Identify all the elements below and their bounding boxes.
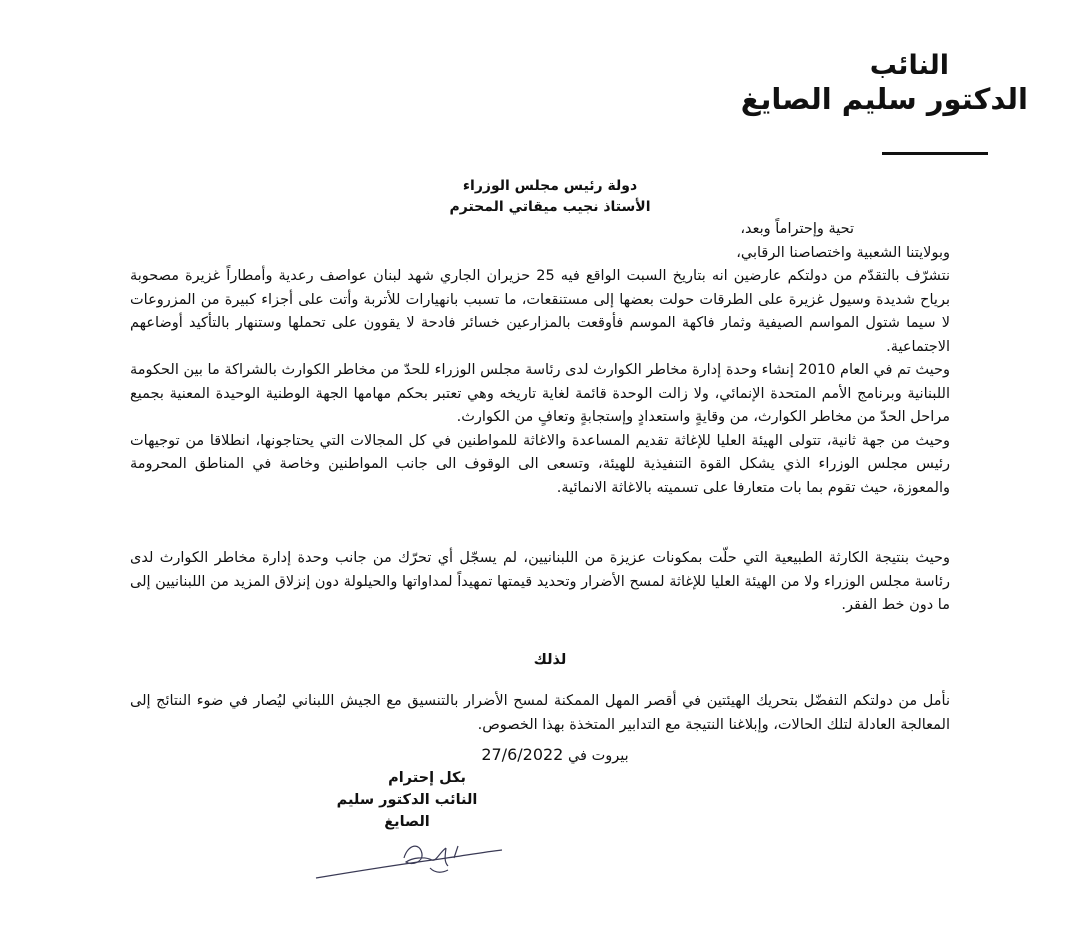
handwritten-signature <box>312 840 507 888</box>
mandate-line: وبولايتنا الشعبية واختصاصنا الرقابي، <box>736 244 950 261</box>
closing-block <box>312 767 502 833</box>
letter-body <box>130 218 950 618</box>
paragraph-2: وحيث تم في العام 2010 إنشاء وحدة إدارة مخاطر الكوارث لدى رئاسة مجلس الوزراء للحدّ من مخاطر الكوارث بالشراكة ما بين الحكومة اللبنانية وبرنامج الأمم المتحدة الإنمائي، ولا زالت الوحدة قائمة لغاية تاريخه وهي تعتبر بحكم مهامها الجهة الوطنية الوحيدة المعنية بجميع مراحل الحدّ من مخاطر الكوارث، من وقايةٍ واستعدادٍ وإستجابةٍ وتعافٍ من الكوارث. <box>130 362 950 425</box>
request-block <box>130 690 950 737</box>
paragraph-spacer <box>130 500 950 547</box>
letterhead <box>741 50 1028 117</box>
letterhead-name: الدكتور سليم الصايغ <box>740 82 1028 117</box>
paragraph-1: نتشرّف بالتقدّم من دولتكم عارضين انه بتاريخ السبت الواقع فيه 25 حزيران الجاري شهد لبنان عواصف رعدية وأمطاراً غزيرة مصحوبة برياح شديدة وسيول غزيرة على الطرقات حولت بعضها إلى مستنقعات، ما تسبب بانهيارات للأتربة وأتت على أجزاء كبيرة من المزروعات لا سيما شتول المواسم الصيفية وثمار فاكهة الموسم فأوقعت بالمزارعين خسائر فادحة لا يقوون على تحملها وستنهار بالتأكيد أوضاعهم الاجتماعية. <box>130 268 950 355</box>
paragraph-4: وحيث بنتيجة الكارثة الطبيعية التي حلّت بمكونات عزيزة من اللبنانيين، لم يسجّل أي تحرّك من جانب وحدة إدارة مخاطر الكوارث لدى رئاسة مجلس الوزراء ولا من الهيئة العليا للإغاثة لمسح الأضرار وتحديد قيمتها تمهيداً لمداواتها والحيلولة دون إنزلاق المزيد من اللبنانيين إلى ما دون خط الفقر. <box>130 550 950 613</box>
recipient-title: دولة رئيس مجلس الوزراء <box>462 178 638 194</box>
conclusion-heading: لذلك <box>533 652 567 668</box>
recipient-block <box>0 176 1080 218</box>
paragraph-3: وحيث من جهة ثانية، تتولى الهيئة العليا للإغاثة تقديم المساعدة والاغاثة للمواطنين في كل المجالات التي يحتاجونها، انطلاقا من توجيهات رئيس مجلس الوزراء الذي يشكل القوة التنفيذية للهيئة، وتسعى الى الوقوف الى جانب المواطنين وخاصة في المناطق المحرومة والمعوزة، حيث تقوم بما بات متعارفا على تسميته بالاغاثة الانمائية. <box>130 432 950 496</box>
letterhead-divider <box>882 152 988 155</box>
recipient-name: الأستاذ نجيب ميقاتي المحترم <box>449 199 651 215</box>
request-paragraph: نأمل من دولتكم التفضّل بتحريك الهيئتين في أقصر المهل الممكنة لمسح الأضرار بالتنسيق مع الجيش اللبناني ليُصار في ضوء النتائج إلى المعالجة العادلة لتلك الحالات، وإبلاغنا النتيجة مع التدابير المتخذة بهذا الخصوص. <box>130 693 950 733</box>
closing-signatory: النائب الدكتور سليم الصايغ <box>336 792 478 830</box>
closing-salutation: بكل إحترام <box>388 770 466 786</box>
place-date <box>0 745 1080 764</box>
letter-date: 27/6/2022 <box>481 745 564 764</box>
greeting-line: تحية وإحتراماً وبعد، <box>740 221 854 237</box>
place-label: بيروت في <box>567 748 629 764</box>
letterhead-title: النائب <box>869 50 949 81</box>
